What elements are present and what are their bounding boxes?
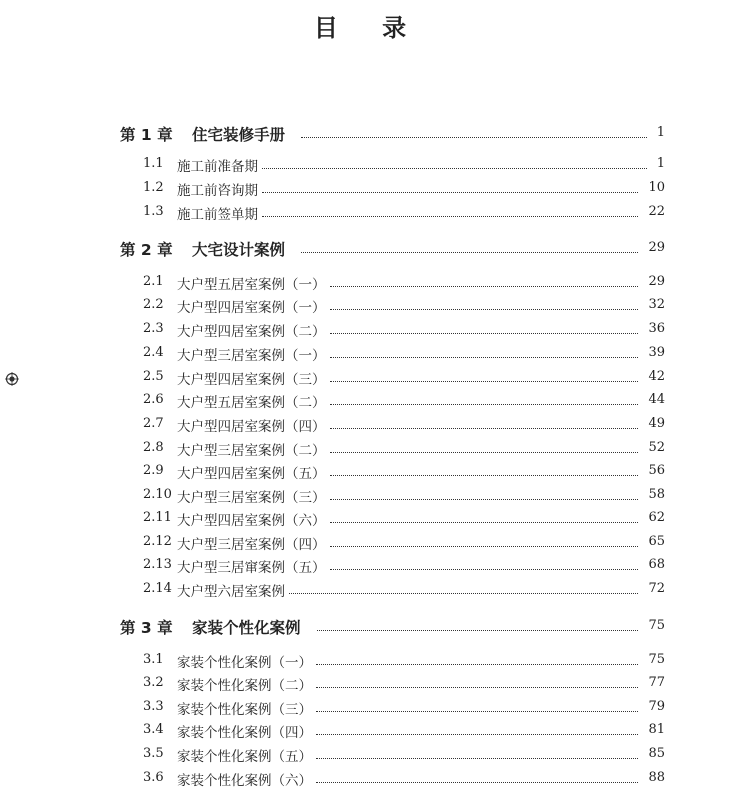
dot-leader (316, 701, 638, 712)
page-title: 目 录 (313, 14, 425, 42)
page-number: 29 (648, 240, 665, 255)
toc-section-row (0, 295, 738, 317)
section-title: 家装个性化案例（二） (177, 678, 312, 694)
dot-leader (289, 583, 638, 594)
section-title: 施工前准备期 (177, 159, 258, 175)
section-title: 大户型四居室案例（二） (177, 324, 326, 340)
section-title: 家装个性化案例（四） (177, 725, 312, 741)
section-number: 2.10 (143, 487, 172, 502)
toc-section-row (0, 154, 738, 176)
toc-section-row (0, 532, 738, 554)
page-number: 75 (648, 618, 665, 633)
dot-leader (330, 276, 638, 287)
page-number: 75 (648, 652, 665, 667)
section-number: 2.1 (143, 274, 164, 289)
page-number: 1 (656, 125, 665, 140)
section-title: 大户型三居室案例（一） (177, 348, 326, 364)
page-number: 22 (648, 204, 665, 219)
dot-leader (316, 724, 638, 735)
section-number: 3.1 (143, 652, 164, 667)
toc-section-row (0, 555, 738, 577)
toc-section-row (0, 720, 738, 742)
dot-leader (330, 489, 638, 500)
page-number: 32 (648, 297, 665, 312)
page-number: 1 (656, 156, 665, 171)
dot-leader (262, 158, 647, 169)
toc-section-row (0, 319, 738, 341)
page-number: 88 (648, 770, 665, 785)
section-number: 2.4 (143, 345, 164, 360)
dot-leader (262, 182, 638, 193)
toc-section-row (0, 178, 738, 200)
section-title: 大户型三居室案例（二） (177, 443, 326, 459)
chapter-title: 家装个性化案例 (192, 619, 301, 637)
page-number: 65 (648, 534, 665, 549)
dot-leader (330, 465, 638, 476)
section-number: 2.12 (143, 534, 172, 549)
page-number: 42 (648, 369, 665, 384)
chapter-number: 第 3 章 (120, 619, 173, 637)
dot-leader (301, 242, 638, 253)
toc-section-row (0, 744, 738, 766)
dot-leader (330, 323, 638, 334)
chapter-title: 大宅设计案例 (192, 241, 286, 259)
dot-leader (316, 772, 638, 783)
section-number: 2.7 (143, 416, 164, 431)
section-number: 3.5 (143, 746, 164, 761)
section-title: 大户型三居室案例（三） (177, 490, 326, 506)
section-title: 施工前咨询期 (177, 183, 258, 199)
toc-section-row (0, 343, 738, 365)
dot-leader (330, 371, 638, 382)
page-number: 56 (648, 463, 665, 478)
section-number: 3.3 (143, 699, 164, 714)
toc-section-row (0, 485, 738, 507)
dot-leader (301, 127, 647, 138)
dot-leader (330, 559, 638, 570)
toc-section-row (0, 673, 738, 695)
dot-leader (317, 620, 638, 631)
toc-section-row (0, 579, 738, 601)
toc-section-row (0, 697, 738, 719)
page-number: 68 (648, 557, 665, 572)
section-title: 大户型四居室案例（四） (177, 419, 326, 435)
page-number: 49 (648, 416, 665, 431)
toc-section-row (0, 768, 738, 790)
section-number: 1.3 (143, 204, 164, 219)
section-title: 家装个性化案例（五） (177, 749, 312, 765)
toc-section-row (0, 508, 738, 530)
page-number: 39 (648, 345, 665, 360)
toc-chapter-row (0, 616, 738, 638)
page-number: 36 (648, 321, 665, 336)
section-title: 大户型四居室案例（六） (177, 513, 326, 529)
page-number: 29 (648, 274, 665, 289)
section-number: 1.2 (143, 180, 164, 195)
dot-leader (262, 206, 638, 217)
dot-leader (330, 394, 638, 405)
toc-section-row (0, 650, 738, 672)
section-title: 大户型四居室案例（五） (177, 466, 326, 482)
dot-leader (330, 418, 638, 429)
toc-section-row (0, 202, 738, 224)
section-title: 家装个性化案例（一） (177, 655, 312, 671)
section-title: 家装个性化案例（六） (177, 773, 312, 789)
section-number: 2.9 (143, 463, 164, 478)
dot-leader (330, 536, 638, 547)
section-number: 2.13 (143, 557, 172, 572)
toc-section-row (0, 272, 738, 294)
toc-section-row (0, 390, 738, 412)
section-number: 2.2 (143, 297, 164, 312)
section-title: 大户型四居室案例（一） (177, 300, 326, 316)
section-number: 3.4 (143, 722, 164, 737)
page-number: 85 (648, 746, 665, 761)
dot-leader (316, 654, 638, 665)
chapter-title: 住宅装修手册 (192, 126, 286, 144)
section-number: 2.6 (143, 392, 164, 407)
page-number: 77 (648, 675, 665, 690)
section-title: 施工前签单期 (177, 207, 258, 223)
toc-section-row (0, 414, 738, 436)
section-title: 家装个性化案例（三） (177, 702, 312, 718)
chapter-number: 第 2 章 (120, 241, 173, 259)
section-title: 大户型五居室案例（一） (177, 277, 326, 293)
page-number: 10 (648, 180, 665, 195)
section-number: 3.2 (143, 675, 164, 690)
section-number: 2.14 (143, 581, 172, 596)
section-number: 1.1 (143, 156, 164, 171)
dot-leader (330, 299, 638, 310)
toc-section-row (0, 367, 738, 389)
page-number: 44 (648, 392, 665, 407)
dot-leader (330, 347, 638, 358)
section-title: 大户型六居室案例 (177, 584, 285, 600)
toc-section-row (0, 461, 738, 483)
toc-chapter-row (0, 123, 738, 145)
section-number: 2.11 (143, 510, 172, 525)
page-number: 81 (648, 722, 665, 737)
dot-leader (330, 512, 638, 523)
section-title: 大户型三居窜案例（五） (177, 560, 326, 576)
section-number: 2.8 (143, 440, 164, 455)
toc-chapter-row (0, 238, 738, 260)
dot-leader (330, 442, 638, 453)
section-title: 大户型四居室案例（三） (177, 372, 326, 388)
section-number: 3.6 (143, 770, 164, 785)
page-number: 72 (648, 581, 665, 596)
dot-leader (316, 748, 638, 759)
page-number: 79 (648, 699, 665, 714)
section-number: 2.3 (143, 321, 164, 336)
dot-leader (316, 677, 638, 688)
page-number: 58 (648, 487, 665, 502)
page-number: 62 (648, 510, 665, 525)
section-title: 大户型五居室案例（二） (177, 395, 326, 411)
toc-section-row (0, 438, 738, 460)
section-number: 2.5 (143, 369, 164, 384)
section-title: 大户型三居室案例（四） (177, 537, 326, 553)
chapter-number: 第 1 章 (120, 126, 173, 144)
page-number: 52 (648, 440, 665, 455)
